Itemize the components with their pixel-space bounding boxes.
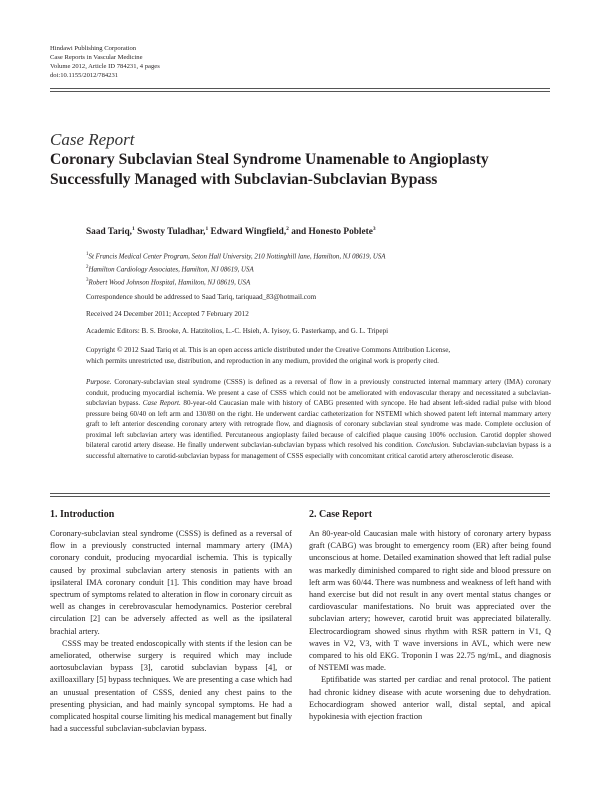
abstract-purpose-label: Purpose. <box>86 378 112 386</box>
author-4: and Honesto Poblete <box>288 227 373 238</box>
affiliation-2-number: 2 <box>86 264 89 270</box>
title-line-1: Coronary Subclavian Steal Syndrome Unamenable to Angioplasty <box>50 151 489 168</box>
affiliation-1-text: St Francis Medical Center Program, Seton Hall University, 210 Nottinghill lane, Hamilton, NJ 08619, USA <box>88 253 386 261</box>
intro-paragraph-2: CSSS may be treated endoscopically with stents if the lesion can be ameliorated, otherwise surgery is required which may include aortosubclavian bypass [3], carotid subclavian bypass [4], or axilloaxillary [5] bypass techniques. We are presenting a case which had an unusual presentation of CSSS, denied any chest pains to the presenting physician, and had mainly syncopal symptoms. He had a complicated hospital course limiting his medical management but finally had a successful subclavian-subclavian bypass. <box>50 638 292 734</box>
dates: Received 24 December 2011; Accepted 7 February 2012 <box>86 310 249 318</box>
article-type: Case Report <box>50 130 135 149</box>
publisher: Hindawi Publishing Corporation <box>50 45 137 52</box>
affiliations <box>86 250 551 288</box>
abstract-rule-top <box>50 493 550 494</box>
journal-name: Case Reports in Vascular Medicine <box>50 54 143 61</box>
introduction-heading: 1. Introduction <box>50 509 115 520</box>
header-rule-bottom <box>50 91 550 92</box>
introduction-column <box>50 528 292 735</box>
abstract-rule-bottom <box>50 496 550 497</box>
author-list <box>86 226 376 237</box>
academic-editors: Academic Editors: B. S. Brooke, A. Hatzitolios, L.-C. Hsieh, A. Iyisoy, G. Pasterkamp, and G. L. Tripepi <box>86 327 389 335</box>
abstract-case-label: Case Report. <box>140 399 181 407</box>
affiliation-3 <box>86 276 551 289</box>
abstract <box>86 377 551 461</box>
affiliation-2 <box>86 263 551 276</box>
correspondence: Correspondence should be addressed to Saad Tariq, tariquaad_83@hotmail.com <box>86 293 317 301</box>
author-3-affil: 2 <box>286 226 289 232</box>
doi: doi:10.1155/2012/784231 <box>50 72 119 79</box>
author-3: Edward Wingfield, <box>208 227 287 238</box>
affiliation-2-text: Hamilton Cardiology Associates, Hamilton, NJ 08619, USA <box>88 266 254 274</box>
case-report-column <box>309 528 551 723</box>
case-paragraph-2: Eptifibatide was started per cardiac and renal protocol. The patient had chronic kidney disease with acute worsening due to dehydration. Echocardiogram showed anterior wall, distal septal, and apical hypokinesia with ejection fraction <box>309 675 551 722</box>
article-title <box>50 150 555 190</box>
case-paragraph-1: An 80-year-old Caucasian male with history of coronary artery bypass graft (CABG) was brought to emergency room (ER) after being found unconscious at home. Detailed examination showed that left radial pulse was markedly diminished compared to right side and blood pressure on left arm was 60/44. There was numbness and weakness of left hand with hand exercise but did not result in any overt mental status changes or cardiovascular manifestations. No bruit was appreciated over the subclavian artery; however, carotid bruit was appreciated bilaterally. Electrocardiogram showed sinus rhythm with RSR pattern in V1, Q waves in V2, V3, with T wave inversions in AVL, which were new compared to his old EKG. Troponin I was 22.75 ng/mL, and diagnosis of NSTEMI was made. <box>309 529 551 673</box>
abstract-conclusion-label: Conclusion. <box>413 441 451 449</box>
abstract-purpose: Coronary-subclavian steal syndrome (CSSS) is defined as a reversal of flow in a previously constructed internal mammary artery (IMA) coronary conduit, producing myocardial ischemia. We present a case of CSSS which could not be ameliorated with endovascular therapy and necessitated a subclavian-subclavian bypass. <box>86 378 551 407</box>
author-1-affil: 1 <box>132 226 135 232</box>
journal-header <box>50 44 160 80</box>
abstract-conclusion: Subclavian-subclavian bypass is a successful alternative to carotid-subclavian bypass for management of CSSS especially with concomitant critical carotid artery atherosclerotic disease. <box>86 441 551 460</box>
affiliation-1 <box>86 250 551 263</box>
author-2-affil: 1 <box>205 226 209 232</box>
header-rule-top <box>50 88 550 89</box>
title-line-2: Successfully Managed with Subclavian-Subclavian Bypass <box>50 171 438 188</box>
author-2: Swosty Tuladhar, <box>134 227 206 238</box>
copyright <box>86 345 551 366</box>
copyright-line-1: Copyright © 2012 Saad Tariq et al. This is an open access article distributed under the Creative Commons Attribution License, <box>86 346 451 354</box>
affiliation-3-number: 3 <box>86 277 89 283</box>
affiliation-3-text: Robert Wood Johnson Hospital, Hamilton, NJ 08619, USA <box>88 278 251 286</box>
intro-paragraph-1: Coronary-subclavian steal syndrome (CSSS) is defined as a reversal of flow in a previously constructed internal mammary artery (IMA) coronary conduit, producing myocardial ischemia. This is typically caused by proximal subclavian artery stenosis in patients with an ipsilateral IMA coronary conduit [1]. This condition may have broad spectrum of symptoms related to alteration in flow in coronary circuit as well as changes in cerebrovascular hemodynamics. Posterior cerebral circulation [2] can be adversely affected as well as the ipsilateral brachial artery. <box>50 529 292 636</box>
copyright-line-2: which permits unrestricted use, distribution, and reproduction in any medium, provided the original work is properly cited. <box>86 356 439 365</box>
author-4-affil: 3 <box>372 226 376 232</box>
volume-info: Volume 2012, Article ID 784231, 4 pages <box>50 63 160 70</box>
author-1: Saad Tariq, <box>86 227 132 238</box>
affiliation-1-number: 1 <box>86 252 89 257</box>
abstract-case: 80-year-old Caucasian male with history of CABG presented with syncope. He had absent left-sided radial pulse with blood pressure being 60/40 on left arm and 130/80 on the right. He underwent cardiac catheterization for NSTEMI which showed patent left internal mammary artery graft to left anterior descending coronary artery with retrograde flow, and diagnosis of coronary subclavian steal syndrome was made. Complete occlusion of proximal left subclavian artery was identified. Percutaneous angioplasty failed because of calcified plaque causing 100% occlusion. Carotid doppler showed bilateral carotid artery disease. He finally underwent subclavian-subclavian bypass which resolved his condition. <box>86 399 551 449</box>
case-report-heading: 2. Case Report <box>309 509 373 520</box>
